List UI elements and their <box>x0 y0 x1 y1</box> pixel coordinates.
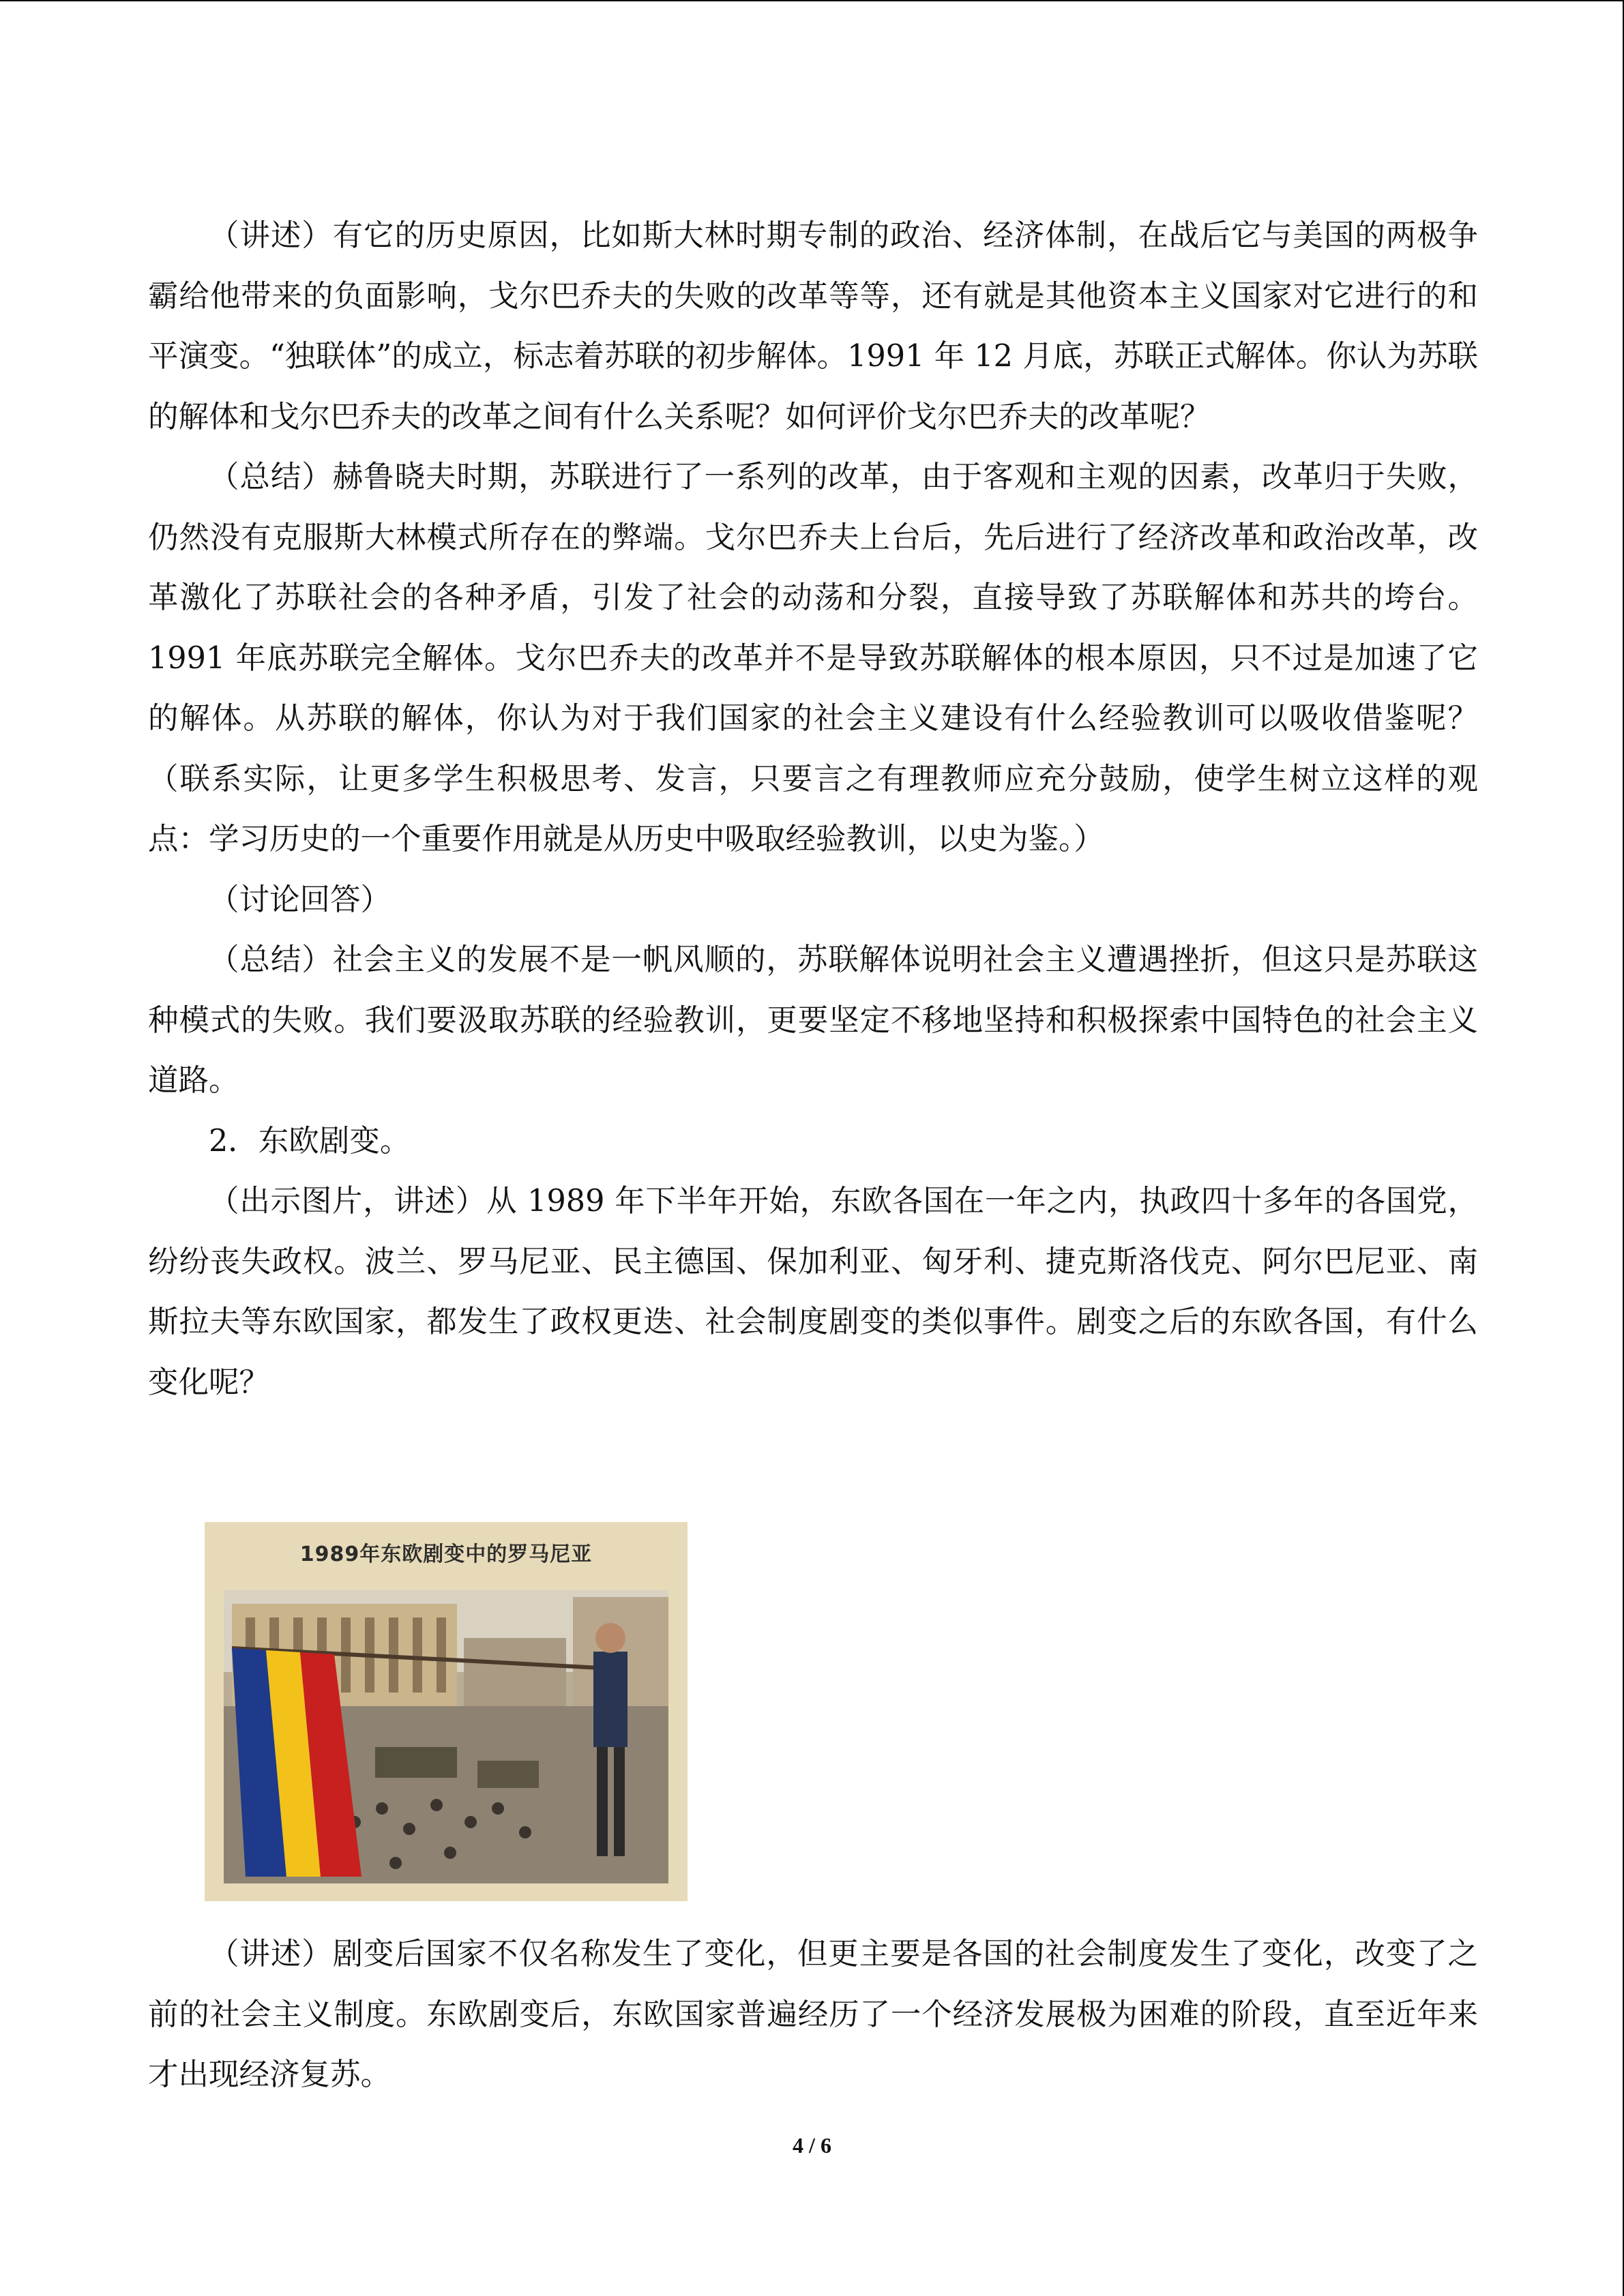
paragraph-discussion: （讨论回答） <box>209 882 392 917</box>
paragraph-summary-2: （总结）社会主义的发展不是一帆风顺的，苏联解体说明社会主义遭遇挫折，但这只是苏联这种模式的失败。我们要汲取苏联的经验教训，更要坚定不移地坚持和积极探索中国特色的社会主义道路。 <box>148 942 1478 1098</box>
photo-illustration <box>205 1522 688 1901</box>
romania-1989-photo <box>205 1522 688 1901</box>
paragraph-lecture-2: （讲述）剧变后国家不仅名称发生了变化，但更主要是各国的社会制度发生了变化，改变了之前的社会主义制度。东欧剧变后，东欧国家普遍经历了一个经济发展极为困难的阶段，直至近年来才出现经济复苏。 <box>148 1937 1478 2092</box>
photo-caption: 1989年东欧剧变中的罗马尼亚 <box>299 1542 593 1566</box>
page-number: 4 / 6 <box>793 2133 831 2158</box>
paragraph-lecture-1: （讲述）有它的历史原因，比如斯大林时期专制的政治、经济体制，在战后它与美国的两极争霸给他带来的负面影响，戈尔巴乔夫的失败的改革等等，还有就是其他资本主义国家对它进行的和平演变。“独联体”的成立，标志着苏联的初步解体。1991 年 12 月底，苏联正式解体。你认为苏联的解体和戈尔巴乔夫的改革之间有什么关系呢？如何评价戈尔巴乔夫的改革呢？ <box>148 218 1478 434</box>
body-text-bottom <box>148 1924 1478 2106</box>
paragraph-summary-1: （总结）赫鲁晓夫时期，苏联进行了一系列的改革，由于客观和主观的因素，改革归于失败，仍然没有克服斯大林模式所存在的弊端。戈尔巴乔夫上台后，先后进行了经济改革和政治改革，改革激化了苏联社会的各种矛盾，引发了社会的动荡和分裂，直接导致了苏联解体和苏共的垮台。1991 年底苏联完全解体。戈尔巴乔夫的改革并不是导致苏联解体的根本原因，只不过是加速了它的解体。从苏联的解体，你认为对于我们国家的社会主义建设有什么经验教训可以吸收借鉴呢？（联系实际，让更多学生积极思考、发言，只要言之有理教师应充分鼓励，使学生树立这样的观点：学习历史的一个重要作用就是从历史中吸取经验教训，以史为鉴。） <box>148 460 1478 856</box>
paragraph-show-picture: （出示图片，讲述）从 1989 年下半年开始，东欧各国在一年之内，执政四十多年的各国党，纷纷丧失政权。波兰、罗马尼亚、民主德国、保加利亚、匈牙利、捷克斯洛伐克、阿尔巴尼亚、南斯拉夫等东欧国家，都发生了政权更迭、社会制度剧变的类似事件。剧变之后的东欧各国，有什么变化呢？ <box>148 1184 1478 1400</box>
page-top-border <box>0 0 1624 1</box>
section-heading-eastern-europe: 2．东欧剧变。 <box>209 1123 411 1159</box>
body-text-top <box>148 206 1478 1413</box>
